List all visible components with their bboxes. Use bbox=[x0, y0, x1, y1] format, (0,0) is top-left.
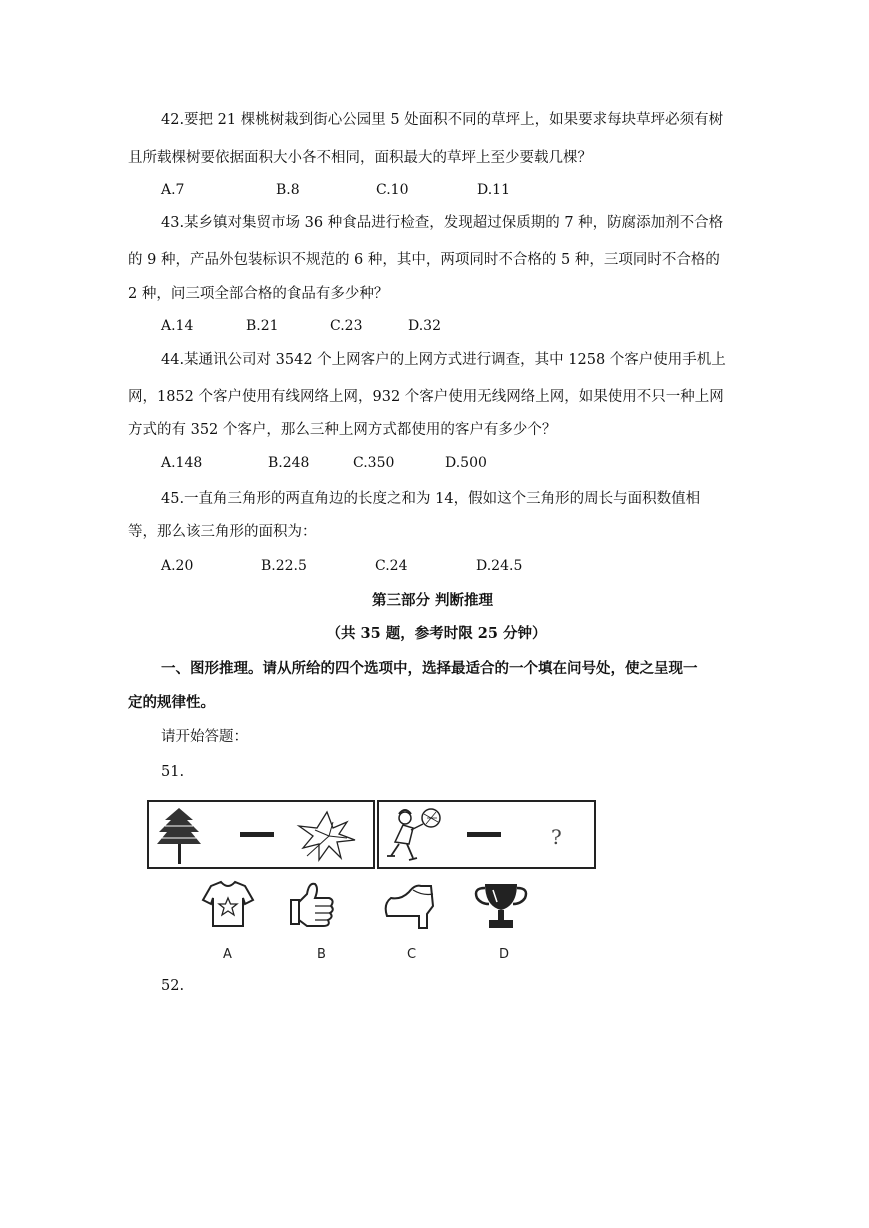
trophy-icon bbox=[476, 884, 526, 928]
q44-option-b: B.248 bbox=[268, 455, 310, 471]
start-prompt: 请开始答题： bbox=[161, 729, 248, 745]
q44-line1: 44.某通讯公司对 3542 个上网客户的上网方式进行调查，其中 1258 个客户使用手机上 bbox=[161, 352, 726, 368]
q42-line2: 且所载棵树要依据面积大小各不相同，面积最大的草坪上至少要载几棵？ bbox=[128, 150, 592, 166]
tree-icon bbox=[157, 808, 201, 864]
q43-option-b: B.21 bbox=[246, 318, 279, 334]
q43-line1: 43.某乡镇对集贸市场 36 种食品进行检查，发现超过保质期的 7 种，防腐添加剂不合格 bbox=[161, 215, 724, 231]
q43-option-a: A.14 bbox=[161, 318, 194, 334]
section-instruction-line2: 定的规律性。 bbox=[128, 694, 215, 711]
q45-option-c: C.24 bbox=[375, 558, 408, 574]
q51-figure bbox=[147, 798, 597, 968]
q51-number: 51. bbox=[161, 764, 185, 780]
section-title: 第三部分 判断推理 bbox=[371, 592, 494, 609]
q44-option-d: D.500 bbox=[445, 455, 487, 471]
q51-question-mark: ? bbox=[551, 825, 562, 849]
q43-option-c: C.23 bbox=[330, 318, 363, 334]
q51-dash-left bbox=[240, 832, 274, 837]
q44-line2: 网，1852 个客户使用有线网络上网，932 个客户使用无线网络上网，如果使用不只一种上网 bbox=[128, 389, 724, 405]
q44-line3: 方式的有 352 个客户，那么三种上网方式都使用的客户有多少个？ bbox=[128, 422, 557, 438]
leaf-icon bbox=[299, 812, 355, 860]
q52-number: 52. bbox=[161, 978, 185, 994]
q45-line1: 45.一直角三角形的两直角边的长度之和为 14，假如这个三角形的周长与面积数值相 bbox=[161, 491, 701, 507]
q51-option-letter-c: C bbox=[407, 947, 417, 962]
q45-option-d: D.24.5 bbox=[476, 558, 523, 574]
q42-option-d: D.11 bbox=[477, 182, 510, 198]
q44-option-c: C.350 bbox=[353, 455, 395, 471]
q45-line2: 等，那么该三角形的面积为： bbox=[128, 524, 317, 540]
tennis-player-icon bbox=[387, 809, 440, 860]
section-subtitle: （共 35 题，参考时限 25 分钟） bbox=[326, 625, 547, 642]
q43-line3: 2 种，问三项全部合格的食品有多少种？ bbox=[128, 286, 389, 302]
q51-option-letter-d: D bbox=[499, 947, 510, 962]
q45-option-a: A.20 bbox=[161, 558, 194, 574]
t-shirt-icon bbox=[203, 882, 253, 926]
q44-option-a: A.148 bbox=[161, 455, 203, 471]
q43-option-d: D.32 bbox=[408, 318, 441, 334]
q51-option-letter-b: B bbox=[317, 947, 326, 962]
q43-line2: 的 9 种，产品外包装标识不规范的 6 种，其中，两项同时不合格的 5 种，三项同时不合格的 bbox=[128, 252, 720, 268]
thumbs-up-icon bbox=[291, 884, 333, 926]
q42-option-b: B.8 bbox=[276, 182, 300, 198]
q45-option-b: B.22.5 bbox=[261, 558, 307, 574]
section-instruction-line1: 一、图形推理。请从所给的四个选项中，选择最适合的一个填在问号处，使之呈现一 bbox=[161, 660, 698, 677]
q42-option-c: C.10 bbox=[376, 182, 409, 198]
q42-line1: 42.要把 21 棵桃树栽到街心公园里 5 处面积不同的草坪上，如果要求每块草坪必须有树 bbox=[161, 112, 724, 128]
q51-option-letter-a: A bbox=[223, 947, 232, 962]
high-heel-shoe-icon bbox=[386, 886, 433, 928]
q42-option-a: A.7 bbox=[161, 182, 185, 198]
q51-dash-right bbox=[467, 832, 501, 837]
